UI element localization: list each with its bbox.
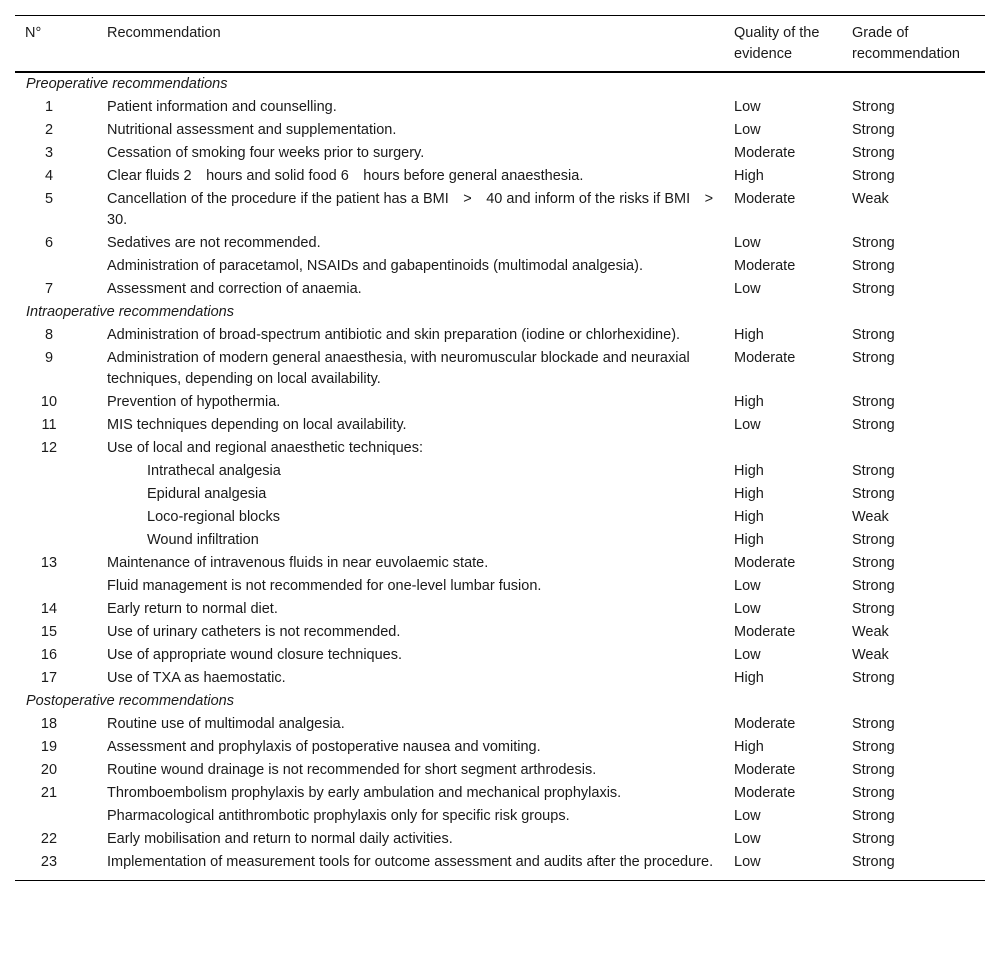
recommendation-text: Nutritional assessment and supplementation.	[107, 122, 397, 138]
recommendation-text: Administration of paracetamol, NSAIDs and gabapentinoids (multimodal analgesia).	[107, 258, 643, 274]
row-number: 15	[40, 624, 58, 640]
row-recommendation	[107, 391, 734, 414]
row-quality: Low	[734, 578, 761, 594]
row-number: 18	[40, 716, 58, 732]
recommendation-text: Assessment and prophylaxis of postoperative nausea and vomiting.	[107, 739, 541, 755]
row-quality: High	[734, 670, 764, 686]
row-number: 19	[40, 739, 58, 755]
table-row	[15, 278, 985, 301]
table-body	[15, 72, 985, 881]
table-row	[15, 165, 985, 188]
section-label: Intraoperative recommendations	[26, 304, 234, 320]
row-recommendation	[107, 96, 734, 119]
row-number: 12	[40, 440, 58, 456]
row-recommendation	[107, 529, 734, 552]
row-quality: High	[734, 327, 764, 343]
row-grade: Strong	[852, 532, 895, 548]
table-row	[15, 119, 985, 142]
row-number	[15, 460, 107, 483]
recommendation-text: Use of appropriate wound closure techniques.	[107, 647, 403, 663]
recommendation-text: Epidural analgesia	[147, 486, 267, 502]
row-grade: Strong	[852, 555, 895, 571]
row-number: 17	[40, 670, 58, 686]
row-quality: High	[734, 486, 764, 502]
row-quality: Moderate	[734, 624, 796, 640]
recommendation-text: Administration of modern general anaesthesia, with neuromuscular blockade and neuraxial techniques, depending on local availability.	[107, 350, 690, 387]
table-row	[15, 437, 985, 460]
row-number: 11	[41, 417, 57, 433]
row-quality: Low	[734, 99, 761, 115]
table-row	[15, 598, 985, 621]
row-quality: Low	[734, 854, 761, 870]
row-number: 23	[40, 854, 58, 870]
table-row	[15, 391, 985, 414]
row-number	[15, 805, 107, 828]
recommendation-text: Intrathecal analgesia	[147, 463, 281, 479]
header-quality: Quality of the evidence	[734, 25, 820, 62]
row-quality: High	[734, 463, 764, 479]
section-header-row	[15, 72, 985, 96]
recommendation-text: Patient information and counselling.	[107, 99, 337, 115]
table-row	[15, 414, 985, 437]
recommendation-text: Administration of broad-spectrum antibiotic and skin preparation (iodine or chlorhexidine).	[107, 327, 681, 343]
row-grade	[852, 437, 985, 460]
table-row	[15, 188, 985, 232]
row-grade: Strong	[852, 327, 895, 343]
table-row	[15, 782, 985, 805]
row-number: 14	[40, 601, 58, 617]
row-number: 20	[40, 762, 58, 778]
row-recommendation	[107, 347, 734, 391]
row-grade: Strong	[852, 670, 895, 686]
row-grade: Strong	[852, 99, 895, 115]
row-grade: Strong	[852, 808, 895, 824]
table-row	[15, 828, 985, 851]
row-quality: High	[734, 394, 764, 410]
row-quality: Moderate	[734, 145, 796, 161]
row-recommendation	[107, 119, 734, 142]
row-recommendation	[107, 805, 734, 828]
row-grade: Weak	[852, 509, 889, 525]
row-number	[15, 483, 107, 506]
row-number: 4	[44, 168, 54, 184]
row-recommendation	[107, 736, 734, 759]
recommendation-text: Early return to normal diet.	[107, 601, 278, 617]
row-recommendation	[107, 255, 734, 278]
row-number: 6	[44, 235, 54, 251]
table-row	[15, 506, 985, 529]
recommendation-text: MIS techniques depending on local availability.	[107, 417, 407, 433]
row-quality: Low	[734, 417, 761, 433]
row-grade: Strong	[852, 762, 895, 778]
row-quality: Low	[734, 831, 761, 847]
row-recommendation	[107, 506, 734, 529]
section-label: Preoperative recommendations	[26, 76, 228, 92]
row-quality: High	[734, 532, 764, 548]
row-grade: Strong	[852, 281, 895, 297]
row-grade: Strong	[852, 831, 895, 847]
row-grade: Strong	[852, 417, 895, 433]
table-row	[15, 232, 985, 255]
row-number: 2	[44, 122, 54, 138]
recommendation-text: Maintenance of intravenous fluids in near euvolaemic state.	[107, 555, 489, 571]
table-row	[15, 736, 985, 759]
table-row	[15, 324, 985, 347]
section-header-row	[15, 690, 985, 713]
table-row	[15, 667, 985, 690]
row-quality: Low	[734, 647, 761, 663]
row-recommendation	[107, 713, 734, 736]
table-row	[15, 713, 985, 736]
row-number: 10	[40, 394, 58, 410]
recommendation-text: Fluid management is not recommended for one-level lumbar fusion.	[107, 578, 542, 594]
row-grade: Weak	[852, 624, 889, 640]
table-row	[15, 851, 985, 881]
table-row	[15, 142, 985, 165]
row-number	[15, 575, 107, 598]
recommendation-text: Pharmacological antithrombotic prophylaxis only for specific risk groups.	[107, 808, 570, 824]
row-grade: Strong	[852, 854, 895, 870]
row-grade: Strong	[852, 145, 895, 161]
section-header-row	[15, 301, 985, 324]
row-number: 21	[40, 785, 58, 801]
recommendation-text: Prevention of hypothermia.	[107, 394, 281, 410]
recommendation-text: Use of TXA as haemostatic.	[107, 670, 286, 686]
row-recommendation	[107, 278, 734, 301]
recommendation-text: Cancellation of the procedure if the patient has a BMI > 40 and inform of the risks if BMI > 30.	[107, 191, 728, 228]
row-number: 1	[44, 99, 54, 115]
row-recommendation	[107, 437, 734, 460]
row-quality: High	[734, 168, 764, 184]
row-recommendation	[107, 232, 734, 255]
row-recommendation	[107, 667, 734, 690]
row-grade: Strong	[852, 716, 895, 732]
table-row	[15, 621, 985, 644]
row-recommendation	[107, 414, 734, 437]
recommendation-text: Cessation of smoking four weeks prior to surgery.	[107, 145, 425, 161]
row-grade: Strong	[852, 785, 895, 801]
recommendation-text: Thromboembolism prophylaxis by early ambulation and mechanical prophylaxis.	[107, 785, 622, 801]
row-number: 9	[44, 350, 54, 366]
recommendation-text: Early mobilisation and return to normal daily activities.	[107, 831, 453, 847]
row-quality: Low	[734, 235, 761, 251]
row-number: 22	[40, 831, 58, 847]
table-row	[15, 483, 985, 506]
recommendation-text: Routine use of multimodal analgesia.	[107, 716, 345, 732]
row-quality: Moderate	[734, 555, 796, 571]
recommendation-text: Implementation of measurement tools for outcome assessment and audits after the procedure.	[107, 854, 714, 870]
row-recommendation	[107, 851, 734, 881]
table-row	[15, 460, 985, 483]
row-recommendation	[107, 621, 734, 644]
row-grade: Strong	[852, 463, 895, 479]
table-row	[15, 644, 985, 667]
table-row	[15, 96, 985, 119]
row-recommendation	[107, 782, 734, 805]
row-grade: Strong	[852, 601, 895, 617]
recommendation-text: Wound infiltration	[147, 532, 259, 548]
recommendation-text: Sedatives are not recommended.	[107, 235, 321, 251]
row-recommendation	[107, 165, 734, 188]
row-quality: High	[734, 509, 764, 525]
table-row	[15, 255, 985, 278]
row-grade: Strong	[852, 258, 895, 274]
row-grade: Strong	[852, 350, 895, 366]
row-recommendation	[107, 575, 734, 598]
row-quality: Low	[734, 601, 761, 617]
row-recommendation	[107, 552, 734, 575]
row-number: 16	[40, 647, 58, 663]
table-row	[15, 805, 985, 828]
row-quality: Moderate	[734, 350, 796, 366]
recommendation-text: Use of local and regional anaesthetic techniques:	[107, 440, 423, 456]
row-recommendation	[107, 324, 734, 347]
row-grade: Strong	[852, 486, 895, 502]
row-quality: Moderate	[734, 716, 796, 732]
row-grade: Strong	[852, 578, 895, 594]
row-number	[15, 529, 107, 552]
row-grade: Strong	[852, 394, 895, 410]
row-recommendation	[107, 759, 734, 782]
row-number: 8	[44, 327, 54, 343]
row-recommendation	[107, 460, 734, 483]
row-quality	[734, 437, 852, 460]
header-recommendation: Recommendation	[107, 25, 221, 41]
table-header-row	[15, 16, 985, 73]
row-recommendation	[107, 598, 734, 621]
header-number: N°	[25, 25, 42, 41]
recommendation-text: Assessment and correction of anaemia.	[107, 281, 362, 297]
row-number	[15, 255, 107, 278]
row-number: 5	[44, 191, 54, 207]
row-recommendation	[107, 188, 734, 232]
row-quality: Low	[734, 122, 761, 138]
table-row	[15, 575, 985, 598]
row-grade: Strong	[852, 235, 895, 251]
row-number	[15, 506, 107, 529]
table-row	[15, 529, 985, 552]
row-grade: Weak	[852, 191, 889, 207]
recommendation-text: Loco-regional blocks	[147, 509, 280, 525]
table-row	[15, 552, 985, 575]
row-quality: Moderate	[734, 785, 796, 801]
recommendation-text: Use of urinary catheters is not recommended.	[107, 624, 401, 640]
table-row	[15, 759, 985, 782]
recommendations-table	[15, 15, 985, 881]
row-quality: Moderate	[734, 258, 796, 274]
row-grade: Strong	[852, 168, 895, 184]
row-grade: Weak	[852, 647, 889, 663]
row-quality: Moderate	[734, 762, 796, 778]
row-quality: High	[734, 739, 764, 755]
recommendation-text: Routine wound drainage is not recommended for short segment arthrodesis.	[107, 762, 597, 778]
table-row	[15, 347, 985, 391]
row-quality: Low	[734, 808, 761, 824]
row-grade: Strong	[852, 122, 895, 138]
row-recommendation	[107, 483, 734, 506]
row-grade: Strong	[852, 739, 895, 755]
row-recommendation	[107, 828, 734, 851]
row-number: 3	[44, 145, 54, 161]
row-quality: Low	[734, 281, 761, 297]
row-number: 13	[40, 555, 58, 571]
recommendation-text: Clear fluids 2 hours and solid food 6 hours before general anaesthesia.	[107, 168, 584, 184]
row-recommendation	[107, 142, 734, 165]
header-grade: Grade of recommendation	[852, 25, 960, 62]
row-recommendation	[107, 644, 734, 667]
row-quality: Moderate	[734, 191, 796, 207]
row-number: 7	[44, 281, 54, 297]
section-label: Postoperative recommendations	[26, 693, 234, 709]
